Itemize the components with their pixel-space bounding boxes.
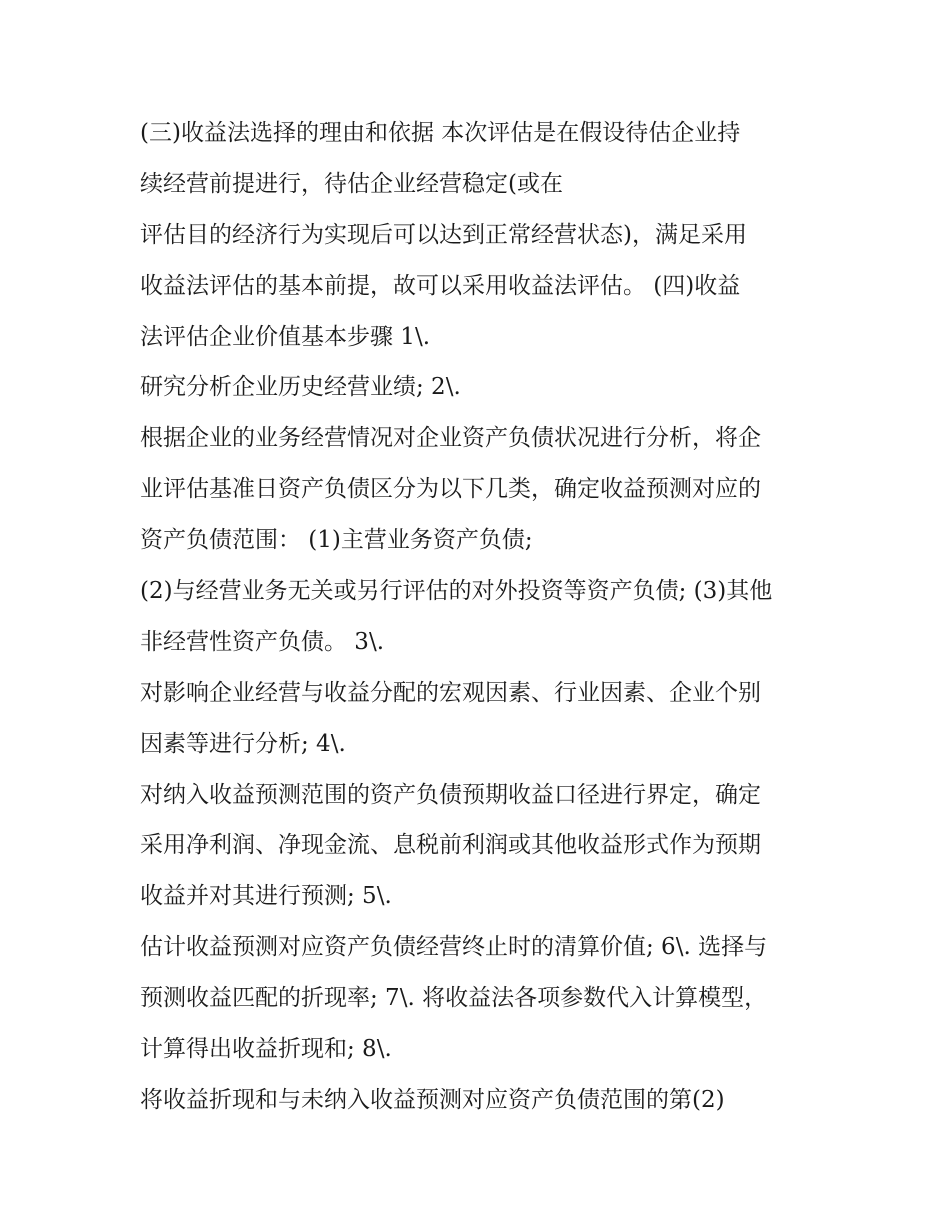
- text-line: 因素等进行分析; 4\.: [140, 730, 346, 757]
- text-line: 预测收益匹配的折现率; 7\. 将收益法各项参数代入计算模型，: [140, 985, 768, 1012]
- text-line: 业评估基准日资产负债区分为以下几类，确定收益预测对应的: [140, 476, 761, 503]
- text-line: 将收益折现和与未纳入收益预测对应资产负债范围的第(2): [140, 1086, 725, 1113]
- text-line: 非经营性资产负债。 3\.: [140, 628, 385, 655]
- text-line: 研究分析企业历史经营业绩; 2\.: [140, 374, 461, 401]
- text-line: 资产负债范围： (1)主营业务资产负债;: [140, 527, 533, 554]
- text-line: 估计收益预测对应资产负债经营终止时的清算价值; 6\. 选择与: [140, 934, 768, 961]
- text-line: 收益法评估的基本前提，故可以采用收益法评估。 (四)收益: [140, 272, 741, 299]
- text-line: 根据企业的业务经营情况对企业资产负债状况进行分析，将企: [140, 425, 761, 452]
- text-line: (2)与经营业务无关或另行评估的对外投资等资产负债; (3)其他: [140, 578, 773, 605]
- text-line: 计算得出收益折现和; 8\.: [140, 1036, 392, 1063]
- body-text: [140, 108, 830, 1126]
- text-line: 采用净利润、净现金流、息税前利润或其他收益形式作为预期: [140, 832, 761, 859]
- text-line: 法评估企业价值基本步骤 1\.: [140, 323, 431, 350]
- text-line: 对纳入收益预测范围的资产负债预期收益口径进行界定，确定: [140, 781, 761, 808]
- text-line: 对影响企业经营与收益分配的宏观因素、行业因素、企业个别: [140, 679, 761, 706]
- text-line: 收益并对其进行预测; 5\.: [140, 883, 392, 910]
- text-line: (三)收益法选择的理由和依据 本次评估是在假设待估企业持: [140, 120, 741, 146]
- text-line: 续经营前提进行，待估企业经营稳定(或在: [140, 170, 563, 197]
- text-line: 评估目的经济行为实现后可以达到正常经营状态)，满足采用: [140, 221, 747, 248]
